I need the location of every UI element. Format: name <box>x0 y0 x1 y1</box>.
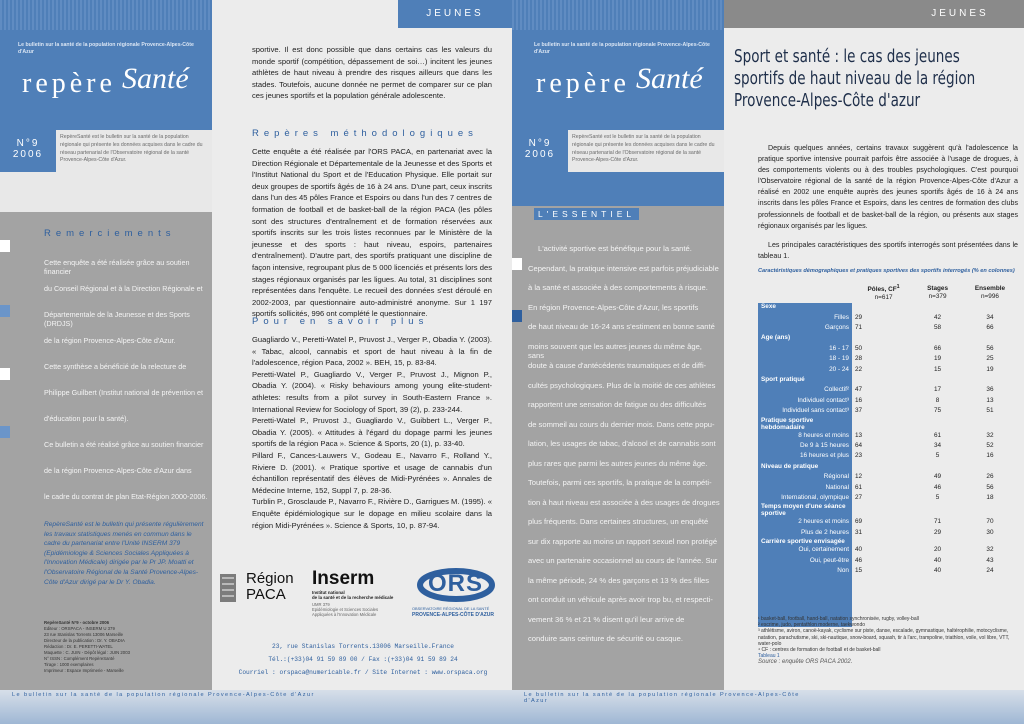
table-cell: 51 <box>986 407 994 415</box>
table-row <box>758 451 1020 461</box>
footer-right-text: Le bulletin sur la santé de la population régionale Provence-Alpes-Côte d'Azur <box>524 692 800 704</box>
colophon-line: Imprimeur : Espace Imprimerie - Marseille <box>44 668 124 673</box>
footnote: ² escrime, judo, pentathlon moderne, taekwondo <box>758 622 866 629</box>
table-cell: 36 <box>986 386 994 394</box>
table-cell: 58 <box>934 323 942 331</box>
table-cell: 56 <box>986 344 994 352</box>
table-group-row <box>758 333 1020 343</box>
table-row <box>758 344 1020 354</box>
thanks-line: de la région Provence-Alpes-Côte d'Azur. <box>44 336 176 345</box>
reperes-title: Repères méthodologiques <box>252 128 478 139</box>
jeunes-banner-left <box>398 0 512 28</box>
logo-text-right: Santé <box>122 62 189 95</box>
jeunes-banner-right-label-box <box>896 0 1024 28</box>
table-cell: 29 <box>855 313 863 321</box>
table-group-row <box>758 302 1020 312</box>
phone: Tél.:(+33)04 91 59 89 00 / Fax :(+33)04 91 59 89 24 <box>268 656 458 663</box>
colophon-line: Tirage : 1000 exemplaires <box>44 662 94 667</box>
issue-box <box>0 130 56 172</box>
table-cell: 40 <box>934 556 942 564</box>
reference-item: Guagliardo V., Peretti-Watel P., Pruvost J., Verger P., Obadia Y. (2003). « Tabac, alcool, cannabis et sport de haut niveau à la fin de l'adolescence, région Paca, 2002 ». BEH, 15, p. 83-84. <box>252 335 492 368</box>
essentiel-line: à la santé et associée à des comportements à risque. <box>528 283 708 292</box>
reference-item: Turblin P., Grosclaude P., Navarro F., Rivière D., Garrigues M. (1995). « Enquête épidémiologique sur le dopage en milieu scolaire dans la région Midi-Pyrénées ». Science & Sports, 10, p. 87-94. <box>252 497 492 530</box>
table-cell: 66 <box>986 323 994 331</box>
left-spacer-light <box>0 172 212 212</box>
row-label: Carrière sportive envisagée <box>761 538 845 546</box>
row-label: Temps moyen d'une séance sportive <box>761 503 846 518</box>
row-label: 2 heures et moins <box>798 518 849 526</box>
table-cell: 26 <box>986 473 994 481</box>
table-cell: 19 <box>934 355 942 363</box>
remerciements-title: Remerciements <box>44 228 176 239</box>
bulletin-tagline-2: Le bulletin sur la santé de la population régionale Provence-Alpes-Côte d'Azur <box>534 42 710 55</box>
table-cell <box>960 333 1020 343</box>
table-group-row <box>758 503 1020 517</box>
colophon <box>44 620 204 674</box>
essentiel-line: la même période, 24 % des garçons et 13 % des filles <box>528 575 710 585</box>
inserm-sub: Appliquées à l'Innovation Médicale <box>312 612 377 617</box>
ors-label: ORS <box>428 570 484 597</box>
issue-number: N°9 <box>16 138 40 149</box>
ors-logo <box>412 568 508 630</box>
colophon-line: RepèreSanté N°9 - octobre 2006 <box>44 620 110 625</box>
table-cell: 27 <box>855 494 863 502</box>
table-cell: 61 <box>934 431 942 439</box>
table-cell: 37 <box>855 407 863 415</box>
table-cell <box>960 462 1020 472</box>
table-header-corner <box>758 283 852 302</box>
table-cell: 15 <box>934 365 942 373</box>
table-group-row <box>758 417 1020 431</box>
issue-box-2 <box>512 130 568 172</box>
left-margin-square <box>0 240 10 252</box>
table-cell <box>915 302 960 312</box>
table-cell: 13 <box>855 431 863 439</box>
table-cell: 69 <box>855 518 863 526</box>
table-cell: 16 <box>986 452 994 460</box>
table-cell <box>960 538 1020 545</box>
row-label: Plus de 2 heures <box>801 528 849 536</box>
table-cell <box>852 375 915 385</box>
essentiel-line: conduire sans ceinture de sécurité ou casque. <box>528 634 683 643</box>
row-label: 18 - 19 <box>829 355 849 363</box>
table-row <box>758 396 1020 406</box>
jeunes-label: JEUNES <box>426 8 484 19</box>
table-cell: 12 <box>855 473 863 481</box>
table-cell <box>915 503 960 517</box>
table-group-row <box>758 375 1020 385</box>
table-cell: 32 <box>986 431 994 439</box>
table-cell: 64 <box>855 442 863 449</box>
page2-spacer <box>512 172 724 206</box>
table-footnotes <box>758 616 1018 666</box>
page2-jeunes-box <box>512 0 724 30</box>
table-cell <box>852 538 915 545</box>
logo-text-left: repère <box>536 68 630 99</box>
essentiel-line: rapportent une sensation de fatigue ou des difficultés <box>528 400 707 409</box>
issue-year: 2006 <box>12 149 44 160</box>
table-cell: 20 <box>934 546 942 554</box>
row-label: National <box>825 483 849 491</box>
table-cell: 66 <box>934 344 942 352</box>
table-row <box>758 517 1020 527</box>
essentiel-lines <box>528 244 720 654</box>
table-cell: 24 <box>986 567 994 575</box>
essentiel-line: tion à haut niveau est associée à des usages de drogues <box>528 497 720 507</box>
inserm-label: Inserm <box>312 568 375 589</box>
reference-item: Peretti-Watel P., Pruvost J., Guagliardo V., Guibbert L., Verger P., Obadia Y. (2005). « Attitudes à l'égard du dopage parmi les jeunes sportifs de la région Paca ». Science & Sports, 20 (1), p. 33-40. <box>252 416 492 449</box>
row-label: Garçons <box>824 323 849 331</box>
table-cell: 46 <box>855 556 863 564</box>
table-cell: 42 <box>934 313 942 321</box>
row-label: Niveau de pratique <box>761 462 819 470</box>
table-cell: 70 <box>986 518 994 526</box>
table-cell: 46 <box>934 483 942 491</box>
row-label: Oui, certainement <box>798 546 849 554</box>
title-line: Provence-Alpes-Côte d'azur <box>734 91 921 111</box>
essentiel-line: L'activité sportive est bénéfique pour la santé. <box>538 244 692 253</box>
table-cell: 28 <box>855 355 863 363</box>
row-label: Individuel sans contact³ <box>782 407 849 415</box>
table-caption: Caractéristiques démographiques et pratiques sportives des sportifs interrogés (% en colonnes) <box>758 268 1015 274</box>
table-cell <box>960 417 1020 431</box>
essentiel-line: Toutefois, parmi ces sportifs, la pratique de la compéti- <box>528 478 712 487</box>
table-header-cell: Stages n=379 <box>927 284 949 300</box>
table-group-row <box>758 462 1020 472</box>
table-row <box>758 406 1020 416</box>
table-cell <box>915 538 960 545</box>
issue-year: 2006 <box>524 149 556 160</box>
table-cell <box>852 503 915 517</box>
row-label: 16 - 17 <box>829 344 849 352</box>
table-cell <box>915 333 960 343</box>
pour-title: Pour en savoir plus <box>252 316 429 327</box>
table-row <box>758 566 1020 576</box>
row-label: Sport pratiqué <box>761 375 805 383</box>
table-body <box>758 302 1020 576</box>
table-row <box>758 385 1020 395</box>
table-cell <box>915 462 960 472</box>
issue-number: N°9 <box>528 138 552 149</box>
thanks-line: de la région Provence-Alpes-Côte d'Azur dans <box>44 466 192 475</box>
essentiel-line: moins souvent que les autres jeunes du même âge, sans <box>528 341 702 360</box>
inserm-sub: Institut national <box>312 590 345 595</box>
stats-table-wrap <box>758 283 1020 576</box>
colophon-line: Rédaction : Dr. E. PERETTI-WATEL <box>44 644 113 649</box>
table-group-row <box>758 538 1020 545</box>
row-label: Pratique sportive hebdomadaire <box>761 416 814 431</box>
table-cell: 40 <box>855 546 863 554</box>
table-cell: 56 <box>986 483 994 491</box>
issue-description: RepèreSanté est le bulletin sur la santé de la population régionale qui présente les données acquises dans le cadre du réseau partenarial de l'Observatoire régional de la santé Provence-Alpes-Côte d'Azur. <box>60 134 203 164</box>
essentiel-line: de haut niveau de 16-24 ans s'estiment en bonne santé <box>528 322 715 331</box>
reference-item: Pillard F., Cances-Lauwers V., Godeau E., Navarro F., Rolland Y., Riviere D. (2001). « Pratique sportive et usage de cannabis d'un échantillon représentatif des élèves de Midi-Pyrénées ». Annales de Médecine Interne, 152, Suppl 7, p. 28-36. <box>252 450 492 495</box>
table-row <box>758 354 1020 364</box>
jeunes-label: JEUNES <box>931 8 989 19</box>
table-cell: 61 <box>855 483 863 491</box>
essentiel-line: vement 36 % et 21 % disent qu'il leur arrive de <box>528 614 685 624</box>
web-contact[interactable]: Courriel : orspaca@numericable.fr / Site Internet : www.orspaca.org <box>238 669 488 676</box>
table-cell: 47 <box>855 386 863 394</box>
table-cell: 5 <box>935 494 940 502</box>
essentiel-line: plus fréquents. Dans certaines structures, un enquêté <box>528 517 709 526</box>
table-cell: 25 <box>986 355 994 363</box>
footer-left-text: Le bulletin sur la santé de la population régionale Provence-Alpes-Côte d'Azur <box>12 692 315 698</box>
colophon-line: 23 rue Stanislas Torrents 13006 Marseille <box>44 632 123 637</box>
footnote: ³ athlétisme, aviron, canoë-kayak, cyclisme sur piste, danse, escalade, gymnastique, haltérophilie, motocyclisme, natation, parachutisme, ski, ski-nautique, snow-board, squash, tir à l'arc, trampoline, triathlon, voile, vol libre, VTT, water-polo <box>758 628 1010 647</box>
thanks-line: Cette enquête a été réalisée grâce au soutien financier <box>44 258 190 276</box>
table-cell <box>852 417 915 431</box>
row-label: 16 heures et plus <box>799 452 849 460</box>
reference-list <box>252 334 492 531</box>
tableau-label: Tableau 1 <box>758 653 780 660</box>
row-label: International, olympique <box>781 494 849 502</box>
essentiel-line: de sommeil au cours du dernier mois. Dans cette popu- <box>528 419 715 429</box>
table-row <box>758 313 1020 323</box>
article-title <box>734 46 980 112</box>
table-cell: 52 <box>986 442 994 449</box>
table-cell: 30 <box>986 528 994 536</box>
region-label: Région <box>246 570 294 587</box>
left-margin-square <box>0 305 10 317</box>
repere-sante-logo-2 <box>528 58 718 108</box>
footnote: ¹ basket-ball, football, hand-ball, natation synchronisée, rugby, volley-ball <box>758 616 919 622</box>
table-row <box>758 545 1020 555</box>
left-margin-square <box>0 426 10 438</box>
paca-label: PACA <box>246 586 286 603</box>
row-label: 20 - 24 <box>829 365 849 373</box>
intro-paragraph: sportive. Il est donc possible que dans certains cas les valeurs du monde sportif (compétition, dépassement de soi…) incitent les jeunes athlètes de haut niveau à prendre des risques ailleurs que dans les stades. Toutefois, aucune donnée ne permet de comparer sur ce plan ces jeunes sportifs et la population générale adolescente. <box>252 45 492 101</box>
table-row <box>758 528 1020 538</box>
table-cell: 29 <box>934 528 942 536</box>
logo-text-left: repère <box>22 68 116 99</box>
row-label: Collectif² <box>824 386 849 394</box>
table-cell: 13 <box>986 396 994 404</box>
thanks-line: le cadre du contrat de plan Etat-Région 2000-2006. <box>44 492 208 501</box>
colophon-line: Directeur de la publication : Dr. Y. OBADIA <box>44 638 125 643</box>
row-label: Non <box>837 567 849 575</box>
table-cell: 40 <box>934 567 942 575</box>
essentiel-line: En région Provence-Alpes-Côte d'Azur, les sportifs <box>528 302 699 312</box>
inserm-sub: de la santé et de la recherche médicale <box>312 595 394 600</box>
table-cell: 49 <box>934 473 942 481</box>
table-cell <box>852 462 915 472</box>
essentiel-line: plus rares que parmi les autres jeunes du même âge. <box>528 458 708 468</box>
table-cell <box>960 302 1020 312</box>
inserm-sub: UMR 379 <box>312 602 330 607</box>
table-cell <box>915 417 960 431</box>
issue-description-2: RepèreSanté est le bulletin sur la santé de la population régionale qui présente les données acquises dans le cadre du réseau partenarial de l'Observatoire régional de la santé Provence-Alpes-Côte d'Azur. <box>572 134 715 164</box>
table-cell: 50 <box>855 344 863 352</box>
table-cell: 17 <box>934 386 942 394</box>
table-cell: 43 <box>986 556 994 564</box>
row-label: Individuel contact³ <box>797 396 849 404</box>
table-row <box>758 441 1020 451</box>
row-label: Régional <box>823 473 849 481</box>
table-cell: 71 <box>934 518 942 526</box>
row-label: Age (ans) <box>761 334 791 342</box>
colophon-line: N° ISSN : Complément RepèreSanté <box>44 656 115 661</box>
table-header-cell: Ensemble n=996 <box>974 284 1006 300</box>
contact-block <box>218 640 508 679</box>
repere-sante-logo <box>14 58 204 108</box>
reperes-paragraph: Cette enquête a été réalisée par l'ORS PACA, en partenariat avec la Direction Régionale et Départementale de la Jeunesse et des Sports et l'Institut National du Sport et de l'Education Physique. Elle portait sur deux groupes de sportifs âgés de 16 à 24 ans. D'une part, ceux inscrits dans l'un des 45 pôles France et Espoirs ou dans l'un des 7 centres de formation de football et de basket-ball de la région PACA (les pôles sont des structures d'entraînement et de formation réservées aux sportifs inscrits sur les trois listes reconnues par le Ministère de la jeunesse et des sports : haut niveau, espoirs, partenaires d'entraînement). D'autre part, des sportifs pratiquant une discipline de façon intensive, regroupant plus de 5 000 licenciés et présents lors des stages régionaux organisés par les ligues. Au total, 31 disciplines sont représentées dans l'enquête. Le recueil des données s'est déroulé en 2002-2003, par questionnaire auto-administré anonyme. Sur 1 197 sportifs sollicités, 996 ont complété le questionnaire. <box>252 147 492 319</box>
essentiel-label: L'ESSENTIEL <box>538 209 636 219</box>
row-label: 8 heures et moins <box>798 431 849 439</box>
page2-margin-square <box>512 258 522 270</box>
colophon-line: Maquette : C. JUIN - Dépôt légal : JUIN 2003 <box>44 650 130 655</box>
essentiel-line: lation, les usages de tabac, d'alcool et de cannabis sont <box>528 439 716 448</box>
inserm-logo <box>312 568 407 638</box>
table-source: Source : enquête ORS PACA 2002. <box>758 659 853 666</box>
colophon-line: Editeur : ORSPACA - INSERM U 379 <box>44 626 115 631</box>
region-emblem-icon <box>218 572 238 606</box>
table-cell: 34 <box>934 442 942 449</box>
table-header-cell: Pôles, $CF^1$ n=617 <box>867 284 900 302</box>
region-paca-logo <box>216 570 306 610</box>
table-row <box>758 493 1020 503</box>
table-row <box>758 483 1020 493</box>
ors-sub: OBSERVATOIRE RÉGIONAL DE LA SANTÉ <box>412 606 490 611</box>
essentiel-line: sur dix rapporte au moins un rapport sexuel non protégé <box>528 536 718 546</box>
table-cell: 32 <box>986 546 994 554</box>
article-intro-2: Les principales caractéristiques des sportifs interrogés sont présentées dans le tableau 1. <box>758 241 1018 261</box>
essentiel-line: cultés psychologiques. Plus de la moitié de ces athlètes <box>528 380 716 390</box>
address: 23, rue Stanislas Torrents.13006 Marseille.France <box>272 643 454 650</box>
essentiel-line: Cependant, la pratique intensive est parfois préjudiciable <box>528 263 719 273</box>
table-cell <box>852 333 915 343</box>
row-label: Sexe <box>761 303 776 311</box>
table-cell <box>960 375 1020 385</box>
remerciements-lines <box>44 258 210 518</box>
stats-table <box>758 283 1020 576</box>
footnote: ⁴ CF : centres de formation de football et de basket-ball <box>758 647 881 654</box>
thanks-line: Philippe Guilbert (Institut national de prévention et <box>44 388 204 397</box>
table-cell: 5 <box>935 452 940 460</box>
remerciements-note: RepèreSanté est le bulletin qui présente régulièrement les travaux statistiques menés en commun dans le cadre du partenariat entre l'Unité INSERM 379 (Epidémiologie & Sciences Sociales Appliquées à l'Innovation Médicale) dirigée par le Pr JP. Moatti et l'Observatoire Régional de la Santé Provence-Alpes-Côte d'Azur dirigé par le Dr Y. Obadia. <box>44 521 204 586</box>
title-line: sportifs de haut niveau de la région <box>734 69 976 89</box>
table-cell <box>960 503 1020 517</box>
essentiel-line: avec un partenaire occasionnel au cours de l'année. Sur <box>528 556 718 565</box>
ors-sub: PROVENCE-ALPES-CÔTE D'AZUR <box>412 612 495 618</box>
thanks-line: Départementale de la Jeunesse et des Sports (DRDJS) <box>44 310 190 328</box>
table-cell: 31 <box>855 528 863 536</box>
bulletin-tagline: Le bulletin sur la santé de la population régionale Provence-Alpes-Côte d'Azur <box>18 42 194 55</box>
left-header-stripes <box>0 0 212 30</box>
row-label: De 9 à 15 heures <box>799 442 849 449</box>
table-cell <box>915 375 960 385</box>
table-cell: 34 <box>986 313 994 321</box>
thanks-line: d'éducation pour la santé). <box>44 414 129 423</box>
table-cell: 18 <box>986 494 994 502</box>
table-cell: 23 <box>855 452 863 460</box>
left-margin-square <box>0 368 10 380</box>
table-cell: 75 <box>934 407 942 415</box>
thanks-line: Cette synthèse a bénéficié de la relecture de <box>44 362 187 371</box>
reference-item: Peretti-Watel P., Guagliardo V., Verger P., Pruvost J., Mignon P., Obadia Y. (2004). « Risky behaviours among young elite-student-athletes: results from a pilot survey in South-Eastern France ». International Review for Sociology of Sport, 39 (2), p. 233-244. <box>252 369 492 414</box>
logo-text-right: Santé <box>636 62 703 95</box>
table-cell: 71 <box>855 323 863 331</box>
title-line: Sport et santé : le cas des jeunes <box>734 47 960 67</box>
page2-margin-square <box>512 310 522 322</box>
row-label: Filles <box>834 313 849 321</box>
table-row <box>758 556 1020 566</box>
table-cell: 8 <box>935 396 940 404</box>
essentiel-line: doute à cause d'antécédents traumatiques et de diffi- <box>528 361 707 370</box>
table-cell <box>852 302 915 312</box>
table-row <box>758 431 1020 441</box>
essentiel-title <box>534 208 639 220</box>
inserm-sub: Epidémiologie et Sciences Sociales <box>312 607 379 612</box>
table-row <box>758 365 1020 375</box>
thanks-line: Ce bulletin a été réalisé grâce au soutien financier <box>44 440 204 449</box>
table-cell: 22 <box>855 365 863 373</box>
table-header-row <box>758 283 1020 302</box>
table-cell: 16 <box>855 396 863 404</box>
row-label: Oui, peut-être <box>809 556 849 564</box>
thanks-line: du Conseil Régional et à la Direction Régionale et <box>44 284 203 293</box>
table-row <box>758 472 1020 482</box>
table-row <box>758 323 1020 333</box>
table-cell: 15 <box>855 567 863 575</box>
article-intro: Depuis quelques années, certains travaux suggèrent qu'à l'adolescence la pratique sportive intensive pourrait parfois être associée à l'usage de drogues, à des comportements violents ou à des troubles psychologiques. C'est pourquoi l'Observatoire régional de la santé de la région Provence-Alpes-Côte d'Azur a réalisé en 2002 une enquête auprès des jeunes sportifs âgés de 16 à 24 ans inscrits dans les pôles France et Espoirs, dans les centres de formation des clubs professionnels de football et de basket-ball de la région, ou présents aux stages régionaux organisés par les ligues. <box>758 144 1018 230</box>
table-cell: 19 <box>986 365 994 373</box>
essentiel-line: ont conduit un véhicule après avoir trop bu, et respecti- <box>528 595 713 604</box>
